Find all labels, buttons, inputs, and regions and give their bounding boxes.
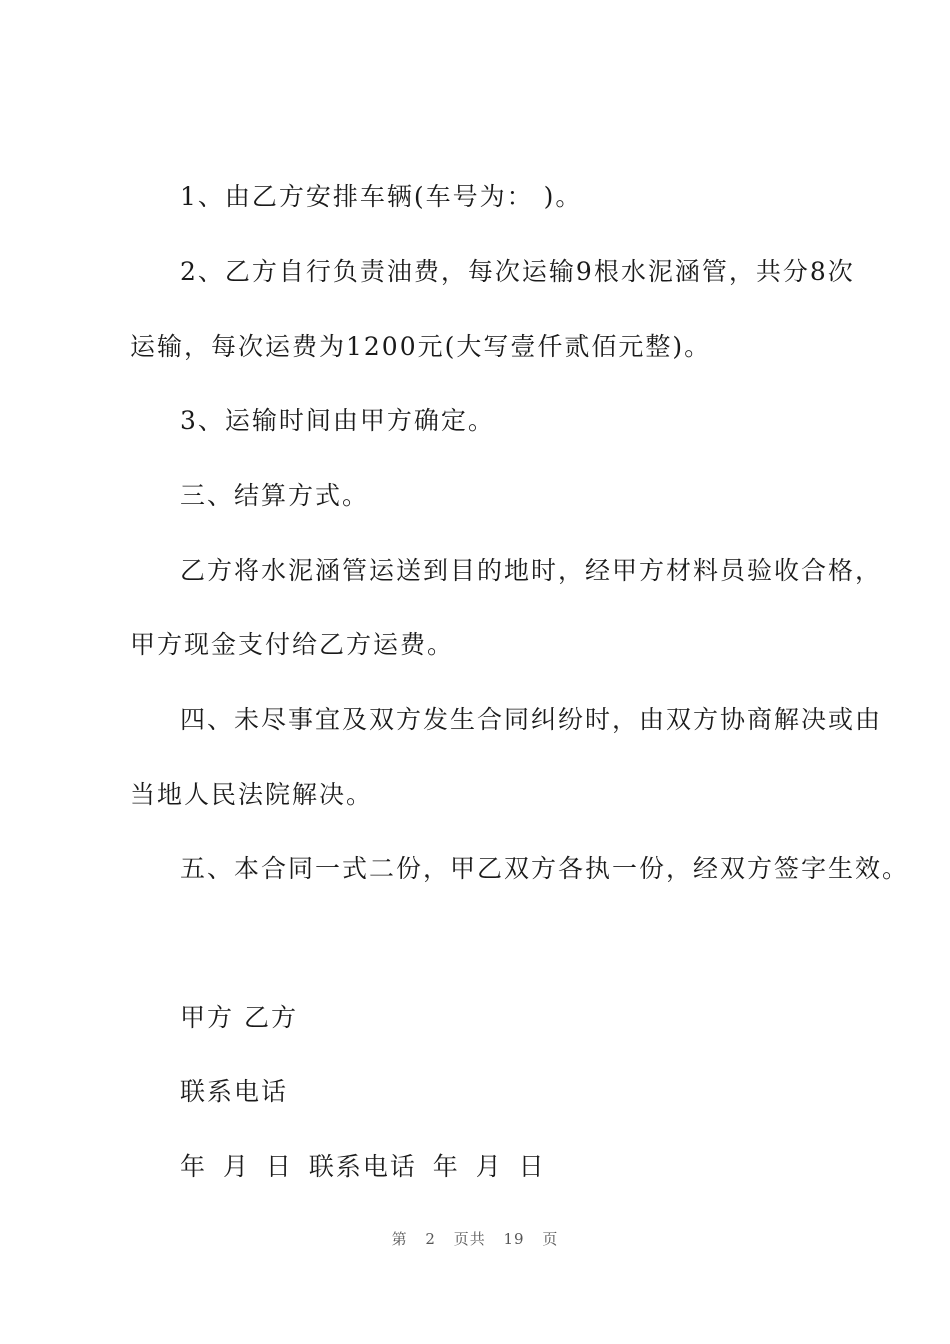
footer-ye: 页 <box>542 1230 559 1248</box>
signature-date-line: 年 月 日 联系电话 年 月 日 <box>180 1152 546 1181</box>
section-copies: 五、本合同一式二份，甲乙双方各执一份，经双方签字生效。 <box>180 854 910 883</box>
section-settlement-heading: 三、结算方式。 <box>180 481 370 510</box>
settlement-paragraph-continued: 甲方现金支付给乙方运费。 <box>130 630 455 659</box>
footer-page-number: 2 <box>425 1230 436 1248</box>
section-disputes-continued: 当地人民法院解决。 <box>130 780 374 809</box>
page-footer <box>0 1228 950 1249</box>
footer-ye-gong: 页共 <box>453 1230 486 1248</box>
clause-2: 2、乙方自行负责油费，每次运输9根水泥涵管，共分8次 <box>180 257 855 286</box>
settlement-paragraph: 乙方将水泥涵管运送到目的地时，经甲方材料员验收合格， <box>180 556 883 585</box>
clause-2-continued: 运输，每次运费为1200元(大写壹仟贰佰元整)。 <box>130 332 712 361</box>
section-disputes: 四、未尽事宜及双方发生合同纠纷时，由双方协商解决或由 <box>180 705 883 734</box>
signature-parties: 甲方 乙方 <box>180 1003 298 1032</box>
clause-1: 1、由乙方安排车辆(车号为： )。 <box>180 182 583 211</box>
clause-3: 3、运输时间由甲方确定。 <box>180 406 495 435</box>
footer-total-pages: 19 <box>503 1230 525 1248</box>
footer-di: 第 <box>391 1230 408 1248</box>
signature-phone: 联系电话 <box>180 1077 289 1106</box>
